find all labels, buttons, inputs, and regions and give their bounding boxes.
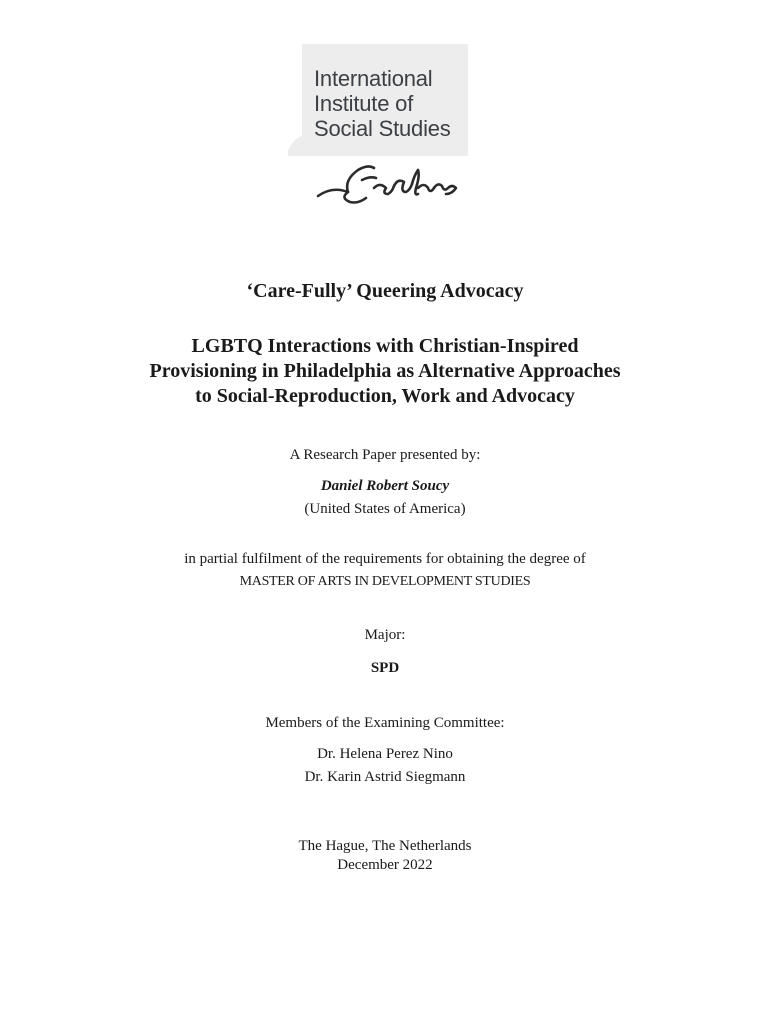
major-label: Major: xyxy=(364,627,406,643)
institute-logo xyxy=(288,44,468,156)
paper-title: ‘Care-Fully’ Queering Advocacy xyxy=(246,280,524,302)
fulfilment-statement: in partial fulfilment of the requirements for obtaining the degree of xyxy=(184,551,586,567)
committee-member: Dr. Karin Astrid Siegmann xyxy=(304,769,466,785)
author-country: (United States of America) xyxy=(304,501,466,517)
subtitle-line-3: to Social-Reproduction, Work and Advocacy xyxy=(195,385,575,407)
degree-name: MASTER OF ARTS IN DEVELOPMENT STUDIES xyxy=(239,574,531,589)
location: The Hague, The Netherlands xyxy=(298,838,472,854)
logo-text xyxy=(314,66,451,141)
subtitle-line-2: Provisioning in Philadelphia as Alternative Approaches xyxy=(149,360,621,382)
presented-by-label: A Research Paper presented by: xyxy=(289,447,481,463)
submission-date: December 2022 xyxy=(337,857,433,873)
subtitle-line-1: LGBTQ Interactions with Christian-Inspired xyxy=(191,335,579,357)
committee-label: Members of the Examining Committee: xyxy=(265,715,505,731)
logo-line-1: International xyxy=(314,66,433,91)
major-value: SPD xyxy=(370,660,400,676)
author-name: Daniel Robert Soucy xyxy=(320,478,450,494)
logo-line-3: Social Studies xyxy=(314,116,451,141)
logo-line-2: Institute of xyxy=(314,91,414,116)
committee-member: Dr. Helena Perez Nino xyxy=(317,746,453,762)
erasmus-signature-logo xyxy=(314,158,464,210)
paper-subtitle xyxy=(0,334,770,409)
